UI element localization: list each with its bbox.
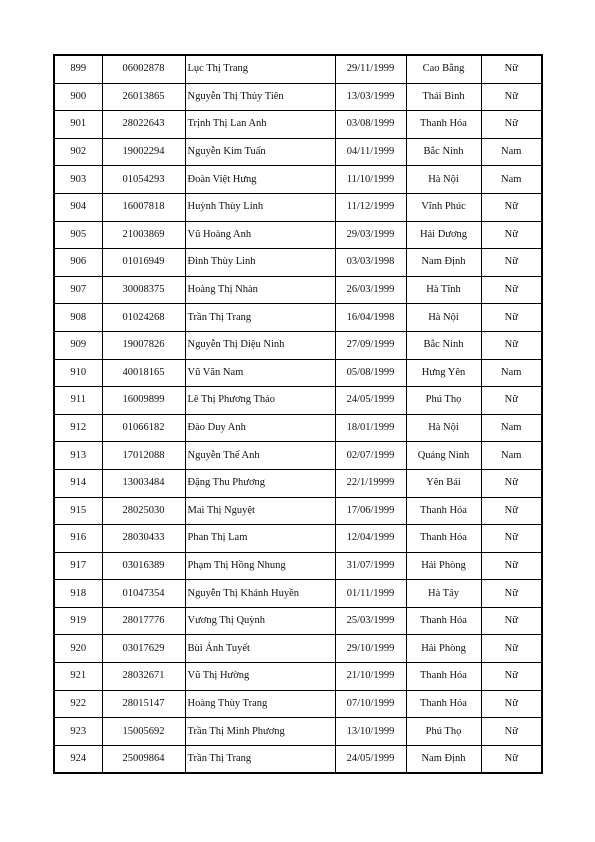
cell-birth-place: Hà Tĩnh <box>406 276 481 304</box>
table-row <box>54 745 542 773</box>
cell-birth-date: 16/04/1998 <box>335 304 406 332</box>
table-row <box>54 607 542 635</box>
cell-full-name: Trần Thị Minh Phương <box>185 718 335 746</box>
table-row <box>54 552 542 580</box>
cell-birth-place: Phú Thọ <box>406 387 481 415</box>
cell-birth-date: 27/09/1999 <box>335 331 406 359</box>
cell-index: 911 <box>54 387 102 415</box>
table-row <box>54 359 542 387</box>
cell-gender: Nữ <box>481 387 542 415</box>
cell-full-name: Nguyễn Thị Thủy Tiên <box>185 83 335 111</box>
cell-candidate-id: 28017776 <box>102 607 185 635</box>
cell-gender: Nữ <box>481 745 542 773</box>
table-row <box>54 111 542 139</box>
cell-index: 900 <box>54 83 102 111</box>
cell-birth-date: 03/08/1999 <box>335 111 406 139</box>
cell-candidate-id: 17012088 <box>102 442 185 470</box>
cell-index: 902 <box>54 138 102 166</box>
student-list-table <box>53 54 543 774</box>
cell-gender: Nam <box>481 414 542 442</box>
cell-candidate-id: 19007826 <box>102 331 185 359</box>
cell-candidate-id: 06002878 <box>102 55 185 83</box>
table-row <box>54 718 542 746</box>
cell-gender: Nữ <box>481 552 542 580</box>
table-row <box>54 55 542 83</box>
cell-birth-date: 21/10/1999 <box>335 663 406 691</box>
cell-birth-place: Hải Phòng <box>406 552 481 580</box>
cell-index: 906 <box>54 249 102 277</box>
cell-birth-place: Cao Bằng <box>406 55 481 83</box>
cell-candidate-id: 03017629 <box>102 635 185 663</box>
cell-birth-date: 13/03/1999 <box>335 83 406 111</box>
cell-birth-place: Hà Nội <box>406 304 481 332</box>
cell-birth-date: 25/03/1999 <box>335 607 406 635</box>
cell-birth-date: 29/10/1999 <box>335 635 406 663</box>
cell-index: 915 <box>54 497 102 525</box>
cell-gender: Nữ <box>481 193 542 221</box>
cell-birth-place: Bắc Ninh <box>406 331 481 359</box>
cell-birth-date: 11/12/1999 <box>335 193 406 221</box>
cell-candidate-id: 16009899 <box>102 387 185 415</box>
cell-index: 914 <box>54 469 102 497</box>
cell-candidate-id: 25009864 <box>102 745 185 773</box>
cell-index: 899 <box>54 55 102 83</box>
cell-candidate-id: 01066182 <box>102 414 185 442</box>
cell-candidate-id: 01016949 <box>102 249 185 277</box>
cell-gender: Nữ <box>481 249 542 277</box>
cell-index: 918 <box>54 580 102 608</box>
cell-birth-date: 24/05/1999 <box>335 745 406 773</box>
cell-birth-date: 31/07/1999 <box>335 552 406 580</box>
cell-gender: Nữ <box>481 580 542 608</box>
cell-birth-place: Thanh Hóa <box>406 497 481 525</box>
cell-full-name: Bùi Ánh Tuyết <box>185 635 335 663</box>
cell-birth-place: Thanh Hóa <box>406 111 481 139</box>
cell-full-name: Hoàng Thị Nhàn <box>185 276 335 304</box>
cell-birth-date: 02/07/1999 <box>335 442 406 470</box>
cell-birth-place: Bắc Ninh <box>406 138 481 166</box>
cell-candidate-id: 21003869 <box>102 221 185 249</box>
cell-index: 922 <box>54 690 102 718</box>
cell-birth-date: 11/10/1999 <box>335 166 406 194</box>
cell-birth-place: Hưng Yên <box>406 359 481 387</box>
cell-index: 921 <box>54 663 102 691</box>
cell-birth-date: 29/11/1999 <box>335 55 406 83</box>
cell-birth-date: 01/11/1999 <box>335 580 406 608</box>
cell-candidate-id: 01024268 <box>102 304 185 332</box>
cell-birth-place: Hà Nội <box>406 166 481 194</box>
cell-index: 909 <box>54 331 102 359</box>
cell-birth-date: 18/01/1999 <box>335 414 406 442</box>
cell-index: 903 <box>54 166 102 194</box>
cell-candidate-id: 28022643 <box>102 111 185 139</box>
cell-gender: Nữ <box>481 83 542 111</box>
cell-birth-place: Vĩnh Phúc <box>406 193 481 221</box>
cell-gender: Nữ <box>481 469 542 497</box>
cell-candidate-id: 01054293 <box>102 166 185 194</box>
cell-birth-date: 29/03/1999 <box>335 221 406 249</box>
cell-candidate-id: 15005692 <box>102 718 185 746</box>
cell-full-name: Trần Thị Trang <box>185 745 335 773</box>
cell-full-name: Trịnh Thị Lan Anh <box>185 111 335 139</box>
cell-full-name: Nguyễn Thị Khánh Huyền <box>185 580 335 608</box>
cell-birth-date: 24/05/1999 <box>335 387 406 415</box>
cell-birth-place: Yên Bái <box>406 469 481 497</box>
table-row <box>54 138 542 166</box>
cell-gender: Nữ <box>481 304 542 332</box>
cell-birth-place: Thanh Hóa <box>406 607 481 635</box>
cell-full-name: Nguyễn Kim Tuấn <box>185 138 335 166</box>
cell-birth-place: Hải Phòng <box>406 635 481 663</box>
cell-birth-place: Hải Dương <box>406 221 481 249</box>
cell-full-name: Đào Duy Anh <box>185 414 335 442</box>
cell-candidate-id: 28025030 <box>102 497 185 525</box>
cell-gender: Nữ <box>481 690 542 718</box>
cell-birth-place: Hà Tây <box>406 580 481 608</box>
cell-candidate-id: 01047354 <box>102 580 185 608</box>
cell-birth-date: 04/11/1999 <box>335 138 406 166</box>
table-row <box>54 304 542 332</box>
cell-full-name: Nguyễn Thị Diệu Ninh <box>185 331 335 359</box>
table-row <box>54 580 542 608</box>
cell-full-name: Vũ Văn Nam <box>185 359 335 387</box>
cell-birth-date: 17/06/1999 <box>335 497 406 525</box>
cell-index: 907 <box>54 276 102 304</box>
cell-birth-place: Nam Định <box>406 745 481 773</box>
cell-gender: Nữ <box>481 718 542 746</box>
cell-gender: Nữ <box>481 276 542 304</box>
cell-gender: Nam <box>481 138 542 166</box>
cell-gender: Nữ <box>481 635 542 663</box>
cell-full-name: Phan Thị Lam <box>185 525 335 553</box>
cell-full-name: Mai Thị Nguyệt <box>185 497 335 525</box>
cell-birth-date: 13/10/1999 <box>335 718 406 746</box>
table-row <box>54 663 542 691</box>
cell-birth-place: Thái Bình <box>406 83 481 111</box>
cell-candidate-id: 28015147 <box>102 690 185 718</box>
cell-birth-date: 12/04/1999 <box>335 525 406 553</box>
table-row <box>54 331 542 359</box>
cell-full-name: Hoàng Thùy Trang <box>185 690 335 718</box>
cell-birth-date: 03/03/1998 <box>335 249 406 277</box>
cell-gender: Nữ <box>481 607 542 635</box>
cell-full-name: Vũ Hoàng Anh <box>185 221 335 249</box>
table-row <box>54 635 542 663</box>
cell-gender: Nữ <box>481 497 542 525</box>
cell-index: 908 <box>54 304 102 332</box>
cell-candidate-id: 30008375 <box>102 276 185 304</box>
cell-full-name: Đoàn Việt Hưng <box>185 166 335 194</box>
cell-candidate-id: 19002294 <box>102 138 185 166</box>
cell-index: 912 <box>54 414 102 442</box>
cell-index: 916 <box>54 525 102 553</box>
table-row <box>54 497 542 525</box>
cell-candidate-id: 13003484 <box>102 469 185 497</box>
cell-birth-date: 07/10/1999 <box>335 690 406 718</box>
cell-candidate-id: 40018165 <box>102 359 185 387</box>
cell-candidate-id: 26013865 <box>102 83 185 111</box>
cell-birth-date: 26/03/1999 <box>335 276 406 304</box>
cell-full-name: Huỳnh Thùy Linh <box>185 193 335 221</box>
cell-gender: Nữ <box>481 663 542 691</box>
cell-index: 913 <box>54 442 102 470</box>
cell-gender: Nữ <box>481 525 542 553</box>
table-row <box>54 414 542 442</box>
table-row <box>54 249 542 277</box>
cell-birth-place: Phú Thọ <box>406 718 481 746</box>
cell-birth-place: Thanh Hóa <box>406 525 481 553</box>
cell-candidate-id: 16007818 <box>102 193 185 221</box>
cell-gender: Nữ <box>481 331 542 359</box>
cell-birth-place: Thanh Hóa <box>406 663 481 691</box>
cell-index: 924 <box>54 745 102 773</box>
cell-gender: Nam <box>481 442 542 470</box>
cell-full-name: Vương Thị Quỳnh <box>185 607 335 635</box>
cell-index: 904 <box>54 193 102 221</box>
cell-index: 923 <box>54 718 102 746</box>
cell-gender: Nam <box>481 359 542 387</box>
table-row <box>54 690 542 718</box>
table-body <box>54 55 542 773</box>
table-row <box>54 221 542 249</box>
cell-full-name: Vũ Thị Hường <box>185 663 335 691</box>
cell-birth-place: Thanh Hóa <box>406 690 481 718</box>
cell-index: 901 <box>54 111 102 139</box>
cell-index: 917 <box>54 552 102 580</box>
cell-candidate-id: 03016389 <box>102 552 185 580</box>
cell-full-name: Đinh Thùy Linh <box>185 249 335 277</box>
cell-index: 920 <box>54 635 102 663</box>
cell-full-name: Lê Thị Phương Thảo <box>185 387 335 415</box>
cell-gender: Nam <box>481 166 542 194</box>
cell-birth-place: Quảng Ninh <box>406 442 481 470</box>
cell-full-name: Nguyễn Thế Anh <box>185 442 335 470</box>
cell-index: 905 <box>54 221 102 249</box>
cell-index: 919 <box>54 607 102 635</box>
cell-gender: Nữ <box>481 221 542 249</box>
cell-birth-place: Nam Định <box>406 249 481 277</box>
cell-full-name: Trần Thị Trang <box>185 304 335 332</box>
table-row <box>54 442 542 470</box>
cell-index: 910 <box>54 359 102 387</box>
table-row <box>54 83 542 111</box>
cell-birth-place: Hà Nội <box>406 414 481 442</box>
table-row <box>54 469 542 497</box>
table-row <box>54 193 542 221</box>
cell-candidate-id: 28030433 <box>102 525 185 553</box>
cell-full-name: Phạm Thị Hồng Nhung <box>185 552 335 580</box>
cell-gender: Nữ <box>481 111 542 139</box>
table-row <box>54 166 542 194</box>
table-row <box>54 387 542 415</box>
cell-birth-date: 22/1/19999 <box>335 469 406 497</box>
table-row <box>54 525 542 553</box>
cell-birth-date: 05/08/1999 <box>335 359 406 387</box>
cell-candidate-id: 28032671 <box>102 663 185 691</box>
cell-full-name: Đặng Thu Phương <box>185 469 335 497</box>
cell-gender: Nữ <box>481 55 542 83</box>
cell-full-name: Lục Thị Trang <box>185 55 335 83</box>
table-row <box>54 276 542 304</box>
